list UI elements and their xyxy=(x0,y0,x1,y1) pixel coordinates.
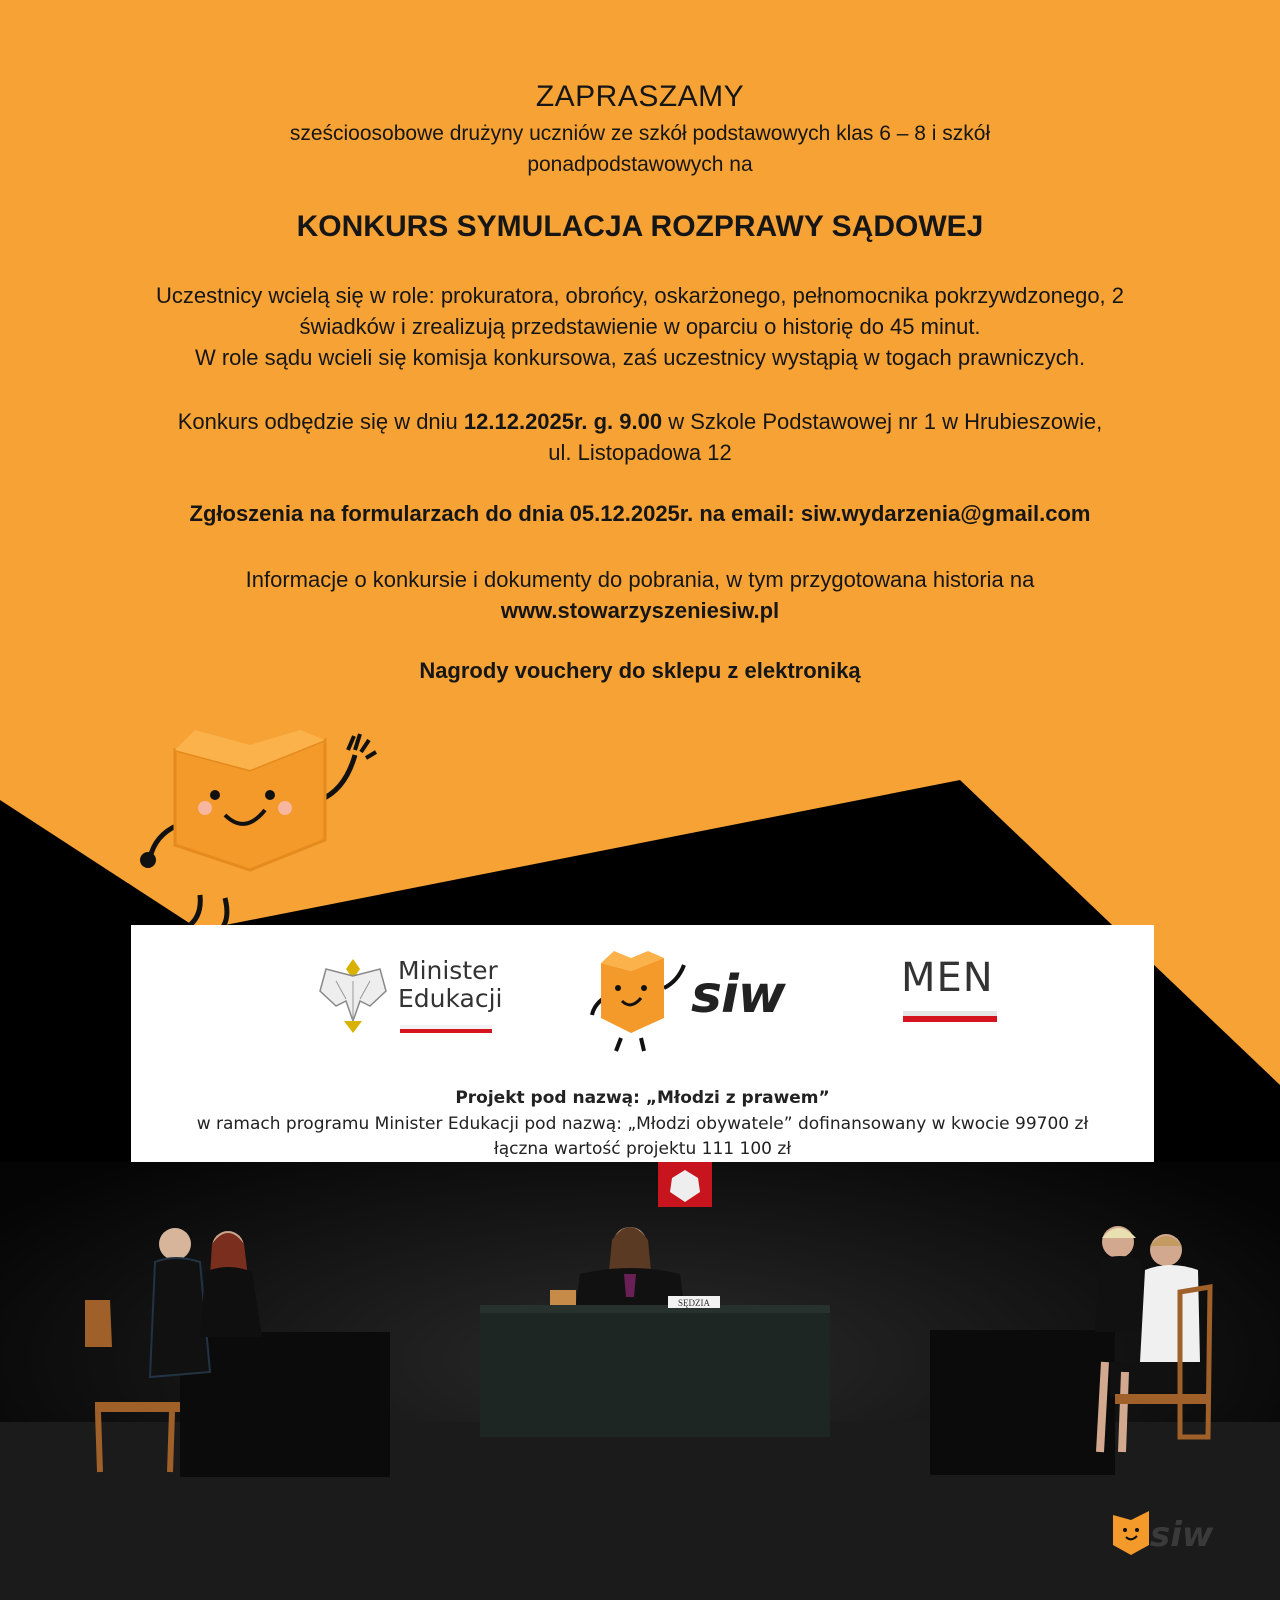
registration-info: Zgłoszenia na formularzach do dnia 05.12.2025r. na email: siw.wydarzenia@gmail.com xyxy=(189,501,1091,526)
contest-title: KONKURS SYMULACJA ROZPRAWY SĄDOWEJ xyxy=(296,210,984,243)
book-mascot-icon xyxy=(130,720,390,930)
contest-description: Uczestnicy wcielą się w role: prokuratora, obrońcy, oskarżonego, pełnomocnika pokrzywdzonego, 2 świadków i zrealizują przedstawienie w oparciu o historię do 45 minut. W role sądu wcieli się komisja konkursowa, zaś uczestnicy wystąpią w togach prawniczych. xyxy=(155,283,1125,370)
prizes-text: Nagrody vouchery do sklepu z elektroniką xyxy=(419,658,861,683)
program-description: w ramach programu Minister Edukacji pod nazwą: „Młodzi obywatele” dofinansowany w kwocie 99700 zł xyxy=(196,1114,1089,1134)
heading: ZAPRASZAMY xyxy=(535,80,745,113)
eagle-emblem-icon xyxy=(658,1162,712,1207)
corner-siw-wordmark: siw xyxy=(1150,1515,1214,1555)
polish-eagle-icon xyxy=(316,951,391,1036)
project-total-value: łączna wartość projektu 111 100 zł xyxy=(493,1139,792,1159)
courtroom-stage-photo xyxy=(0,1162,1280,1600)
judge-plate: SĘDZIA xyxy=(678,1298,710,1308)
siw-wordmark: siw xyxy=(691,965,785,1025)
info-text: Informacje o konkursie i dokumenty do pobrania, w tym przygotowana historia na www.stowarzyszeniesiw.pl xyxy=(0,564,1280,626)
minister-edukacji-logo: Minister Edukacji xyxy=(316,951,496,1041)
website-link[interactable]: www.stowarzyszeniesiw.pl xyxy=(500,598,780,623)
subheading: sześcioosobowe drużyny uczniów ze szkół podstawowych klas 6 – 8 i szkół ponadpodstawowych na xyxy=(289,122,991,176)
sponsor-logo-bar xyxy=(131,925,1154,1162)
men-logo: MEN xyxy=(901,955,1001,1035)
project-title: Projekt pod nazwą: „Młodzi z prawem” xyxy=(455,1088,830,1108)
contest-date: Konkurs odbędzie się w dniu 12.12.2025r. g. 9.00 w Szkole Podstawowej nr 1 w Hrubieszowie, ul. Listopadowa 12 xyxy=(177,409,1103,465)
